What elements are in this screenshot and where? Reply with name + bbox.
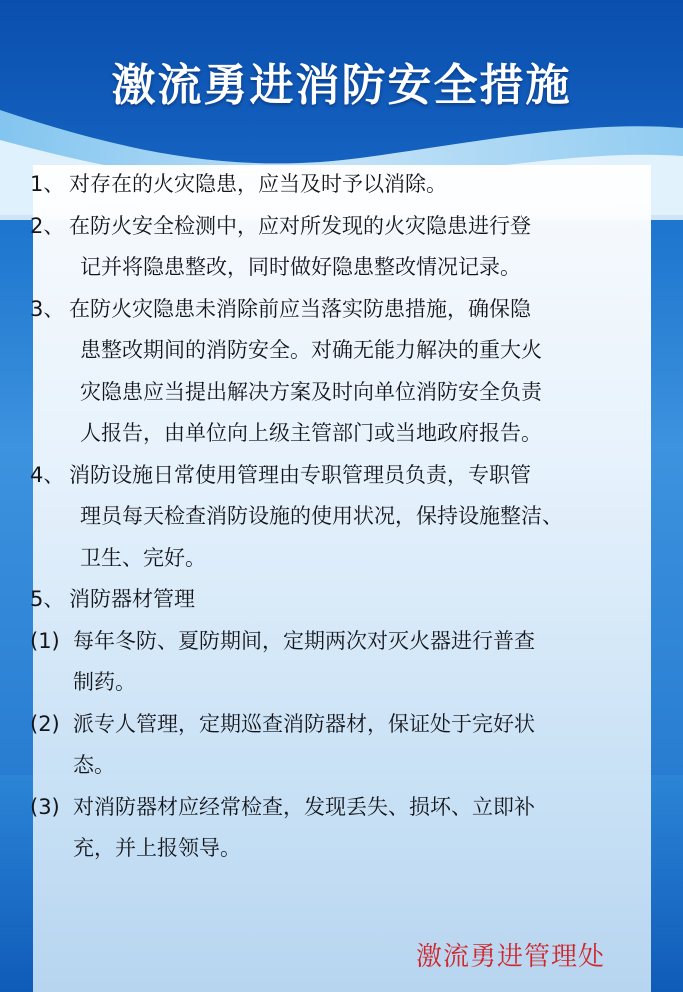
list-item <box>30 206 655 289</box>
list-item <box>30 787 655 870</box>
item-line: 制药。 <box>73 670 136 694</box>
item-number: 5、 <box>30 587 65 611</box>
item-number: (1) <box>30 628 60 653</box>
list-item <box>30 621 655 704</box>
list-item <box>30 579 655 621</box>
item-line: 记并将隐患整改，同时做好隐患整改情况记录。 <box>80 255 521 279</box>
item-number: 2、 <box>30 213 65 238</box>
item-line: 人报告，由单位向上级主管部门或当地政府报告。 <box>80 421 542 445</box>
item-line: 理员每天检查消防设施的使用状况，保持设施整洁、 <box>80 504 563 528</box>
list-item <box>30 289 655 455</box>
item-number: (3) <box>30 794 60 819</box>
measures-list <box>30 164 655 870</box>
list-item <box>30 455 655 580</box>
item-line: 卫生、完好。 <box>80 545 206 570</box>
list-item <box>30 164 655 206</box>
item-line: 消防设施日常使用管理由专职管理员负责，专职管 <box>69 462 531 487</box>
item-line: 每年冬防、夏防期间，定期两次对灭火器进行普查 <box>73 628 535 653</box>
item-line: 态。 <box>73 753 115 777</box>
item-line: 对存在的火灾隐患，应当及时予以消除。 <box>69 172 447 196</box>
list-item <box>30 704 655 787</box>
item-line: 充，并上报领导。 <box>73 836 241 860</box>
item-number: 1、 <box>30 172 65 196</box>
item-number: 4、 <box>30 462 65 487</box>
item-line: 消防器材管理 <box>69 587 195 611</box>
footer-signature: 激流勇进管理处 <box>416 942 606 972</box>
item-line: 患整改期间的消防安全。对确无能力解决的重大火 <box>80 338 542 362</box>
item-line: 灾隐患应当提出解决方案及时向单位消防安全负责 <box>80 379 542 404</box>
item-line: 在防火安全检测中，应对所发现的火灾隐患进行登 <box>69 213 531 238</box>
item-number: 3、 <box>30 296 65 321</box>
item-number: (2) <box>30 711 60 736</box>
item-line: 对消防器材应经常检查，发现丢失、损坏、立即补 <box>73 794 535 819</box>
item-line: 在防火灾隐患未消除前应当落实防患措施，确保隐 <box>69 296 531 321</box>
page-title: 激流勇进消防安全措施 <box>111 60 572 111</box>
item-line: 派专人管理，定期巡查消防器材，保证处于完好状 <box>73 711 535 736</box>
